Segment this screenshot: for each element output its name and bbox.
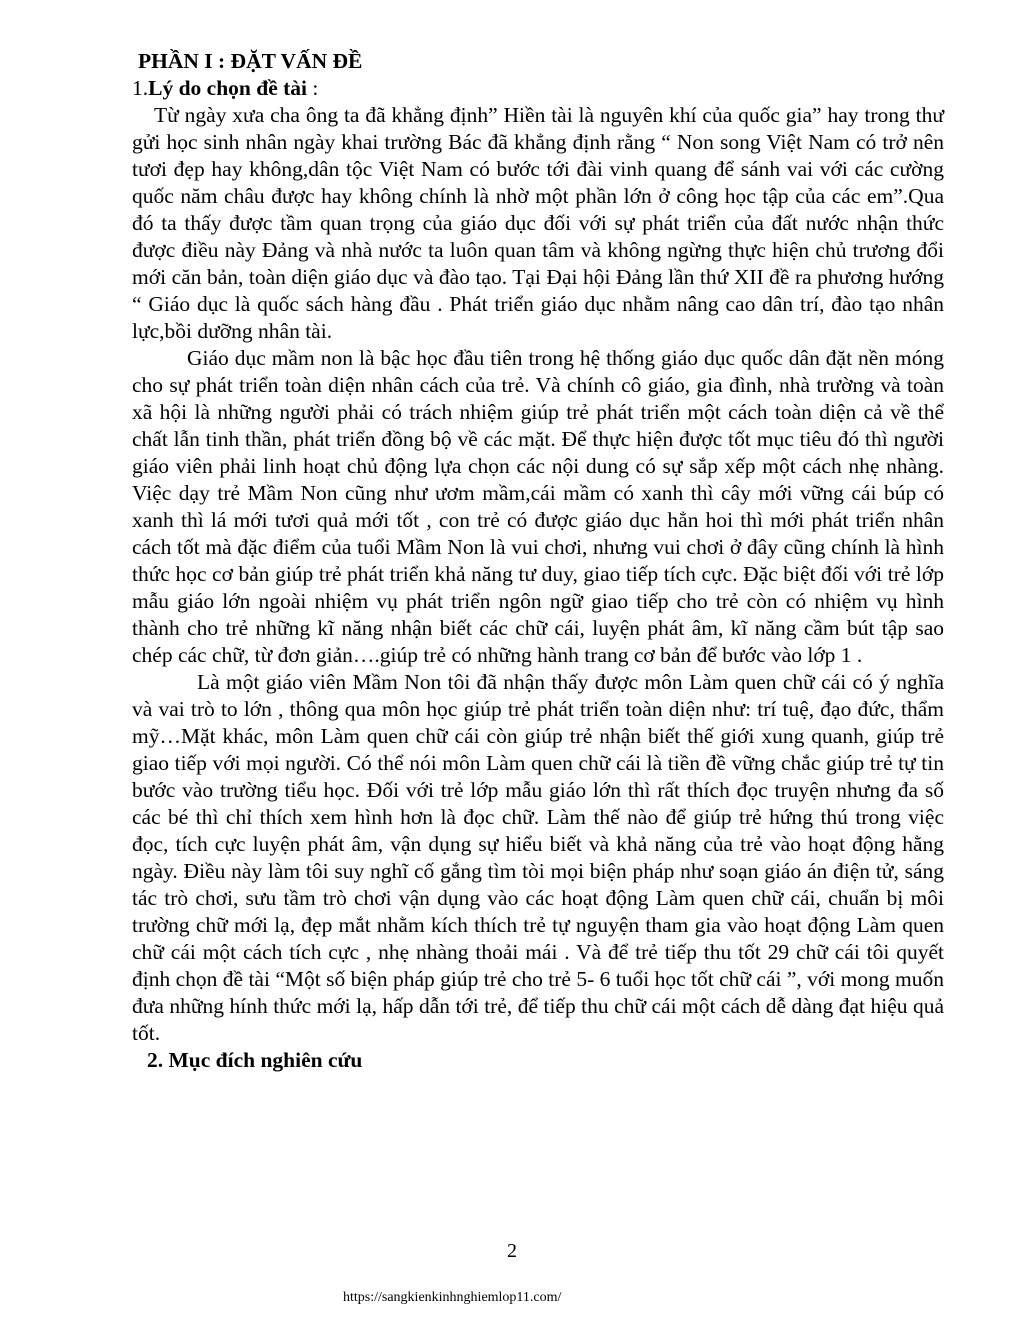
paragraph-2: Giáo dục mầm non là bậc học đầu tiên trong hệ thống giáo dục quốc dân đặt nền móng cho sự phát triển toàn diện nhân cách của trẻ. Và chính cô giáo, gia đình, nhà trường và toàn xã hội là những người phải có trách nhiệm giúp trẻ phát triển một cách toàn diện cả về thể chất lẫn tinh thần, phát triển đồng bộ về các mặt. Để thực hiện được tốt mục tiêu đó thì người giáo viên phải linh hoạt chủ động lựa chọn các nội dung có sự sắp xếp một cách nhẹ nhàng. Việc dạy trẻ Mầm Non cũng như ươm mầm,cái mầm có xanh thì cây mới vững cái búp có xanh thì lá mới tươi quả mới tốt , con trẻ có được giáo dục hẳn hoi thì mới phát triển nhân cách tốt mà đặc điểm của tuổi Mầm Non là vui chơi, nhưng vui chơi ở đây cũng chính là hình thức học cơ bản giúp trẻ phát triển khả năng tư duy, giao tiếp tích cực. Đặc biệt đối với trẻ lớp mẫu giáo lớn ngoài nhiệm vụ phát triển ngôn ngữ giao tiếp cho trẻ còn có nhiệm vụ hình thành cho trẻ những kĩ năng nhận biết các chữ cái, luyện phát âm, kĩ năng cầm bút tập sao chép các chữ, từ đơn giản….giúp trẻ có những hành trang cơ bản để bước vào lớp 1 .: [132, 346, 944, 667]
paragraph-1: Từ ngày xưa cha ông ta đã khẳng định” Hiền tài là nguyên khí của quốc gia” hay trong thư gửi học sinh nhân ngày khai trường Bác đã khẳng định rằng “ Non song Việt Nam có trở nên tươi đẹp hay không,dân tộc Việt Nam có bước tới đài vinh quang để sánh vai với các cường quốc năm châu được hay không chính là nhờ một phần lớn ở công học tập của các em”.Qua đó ta thấy được tầm quan trọng của giáo dục đối với sự phát triển của đất nước nhận thức được điều này Đảng và nhà nước ta luôn quan tâm và không ngừng thực hiện chủ trương đổi mới căn bản, toàn diện giáo dục và đào tạo. Tại Đại hội Đảng lần thứ XII đề ra phương hướng “ Giáo dục là quốc sách hàng đầu . Phát triển giáo dục nhằm nâng cao dân trí, đào tạo nhân lực,bồi dưỡng nhân tài.: [132, 103, 944, 343]
document-body: [132, 48, 944, 1074]
section-heading-2: 2. Mục đích nghiên cứu: [147, 1048, 363, 1072]
section-number: 1.: [132, 76, 149, 100]
section-title: Lý do chọn đề tài: [148, 76, 308, 100]
page-number: 2: [507, 1240, 517, 1262]
section-heading-1: [132, 75, 944, 102]
paragraph-3: Là một giáo viên Mầm Non tôi đã nhận thấy được môn Làm quen chữ cái có ý nghĩa và vai trò to lớn , thông qua môn học giúp trẻ phát triển toàn diện như: trí tuệ, đạo đức, thẩm mỹ…Mặt khác, môn Làm quen chữ cái còn giúp trẻ nhận biết thế giới xung quanh, giúp trẻ giao tiếp với mọi người. Có thể nói môn Làm quen chữ cái là tiền đề vững chắc giúp trẻ tự tin bước vào trường tiểu học. Đối với trẻ lớp mẫu giáo lớn thì rất thích đọc truyện nhưng đa số các bé thì chỉ thích xem hình hơn là đọc chữ. Làm thế nào để giúp trẻ hứng thú trong việc đọc, tích cực luyện phát âm, vận dụng sự hiểu biết và khả năng của trẻ vào hoạt động hằng ngày. Điều này làm tôi suy nghĩ cố gắng tìm tòi mọi biện pháp như soạn giáo án điện tử, sáng tác trò chơi, sưu tầm trò chơi vận dụng vào các hoạt động Làm quen chữ cái, chuẩn bị môi trường chữ mới lạ, đẹp mắt nhằm kích thích trẻ tự nguyện tham gia vào hoạt động Làm quen chữ cái một cách tích cực , nhẹ nhàng thoải mái . Và để trẻ tiếp thu tốt 29 chữ cái tôi quyết định chọn đề tài “Một số biện pháp giúp trẻ cho trẻ 5- 6 tuổi học tốt chữ cái ”, với mong muốn đưa những hính thức mới lạ, hấp dẫn tới trẻ, để tiếp thu chữ cái một cách dễ dàng đạt hiệu quả tốt.: [132, 670, 944, 1045]
footer-url[interactable]: https://sangkienkinhnghiemlop11.com/: [343, 1290, 562, 1305]
part-heading: PHẦN I : ĐẶT VẤN ĐỀ: [138, 49, 363, 73]
section-title-suffix: :: [307, 76, 319, 100]
